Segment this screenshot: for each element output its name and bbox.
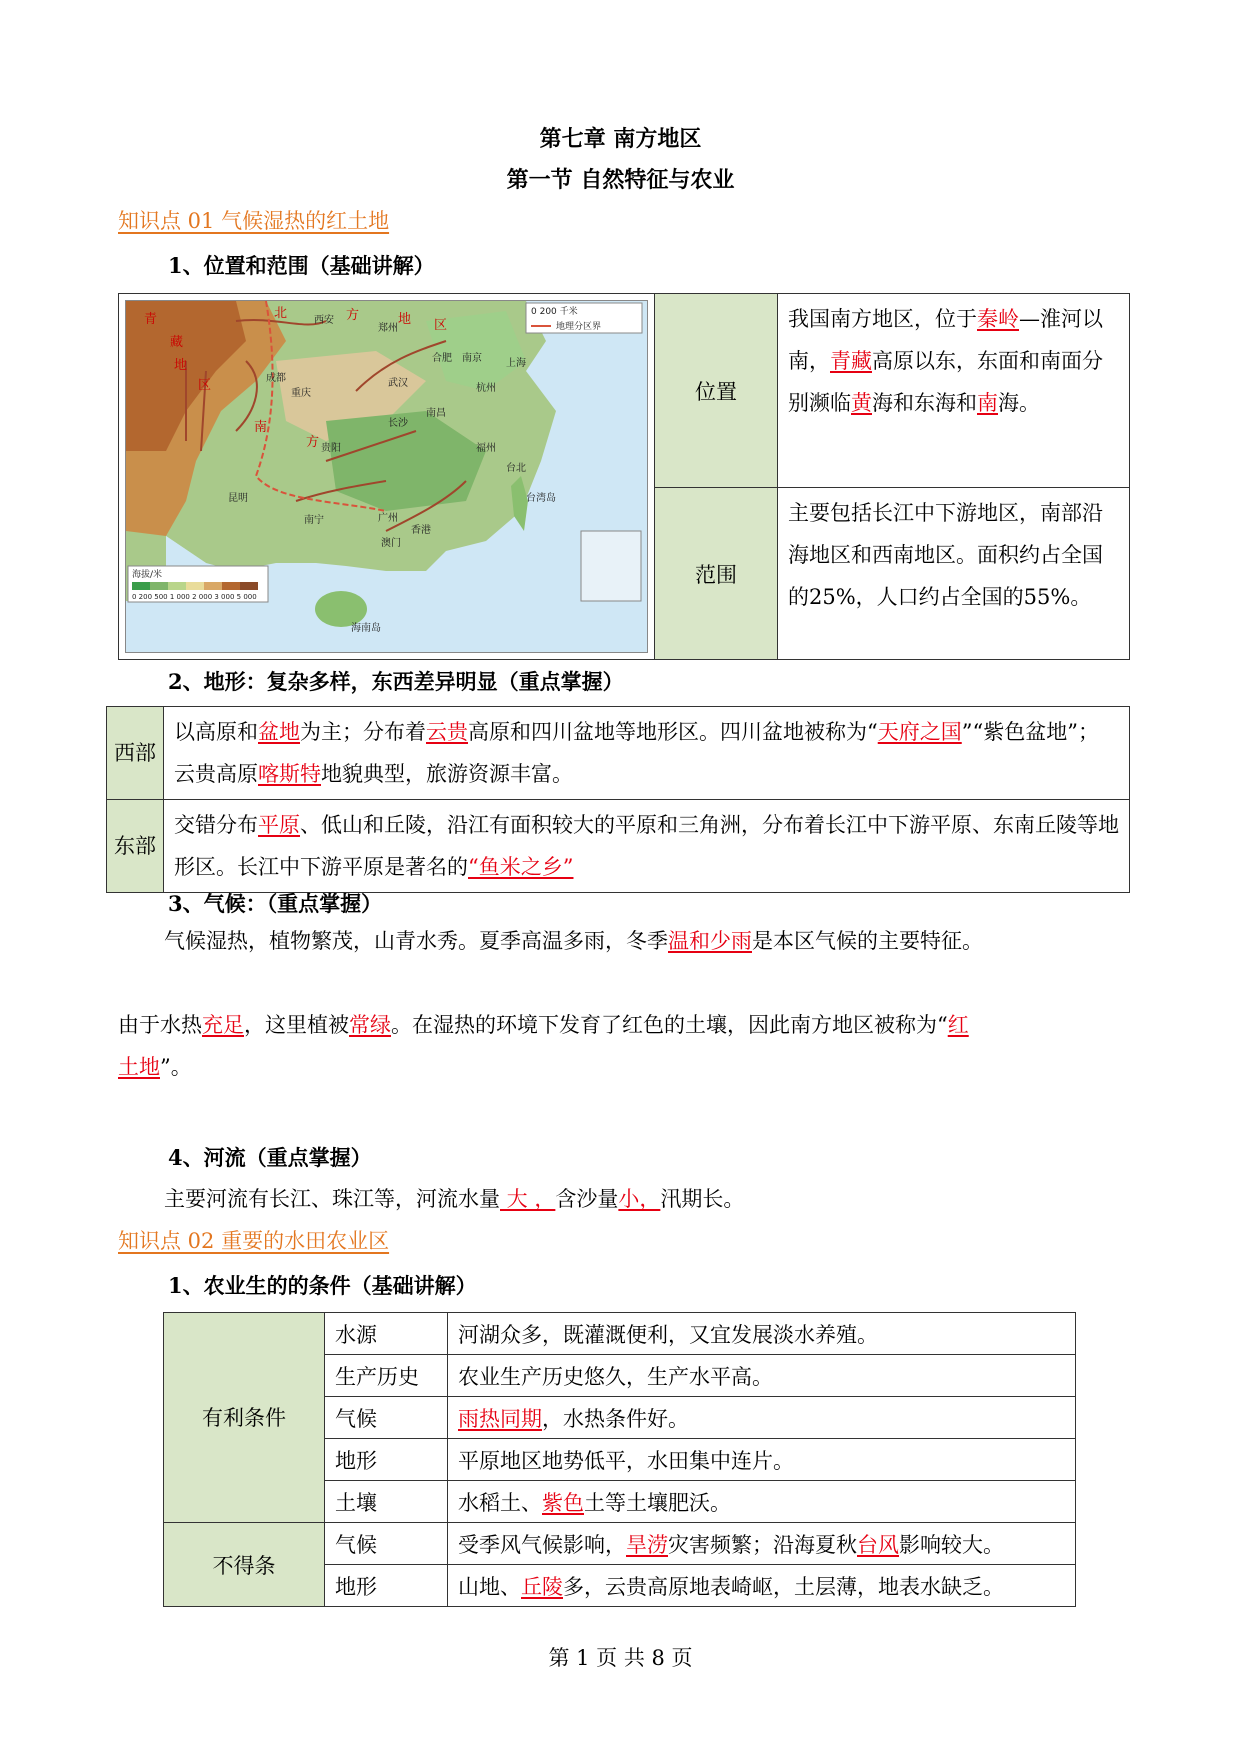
condition-key: 地形 xyxy=(325,1565,448,1607)
west-description: 以高原和盆地为主；分布着云贵高原和四川盆地等地形区。四川盆地被称为“天府之国”“紫色盆地”；云贵高原喀斯特地貌典型，旅游资源丰富。 xyxy=(164,707,1130,800)
svg-text:杭州: 杭州 xyxy=(476,383,496,394)
condition-value: 雨热同期，水热条件好。 xyxy=(448,1397,1076,1439)
condition-value: 山地、丘陵多，云贵高原地表崎岖，土层薄，地表水缺乏。 xyxy=(448,1565,1076,1607)
scope-label: 范围 xyxy=(655,488,778,660)
river-paragraph: 主要河流有长江、珠江等，河流水量 大 ，含沙量小，汛期长。 xyxy=(164,1187,745,1211)
map-cell xyxy=(119,294,655,660)
knowledge-point-1: 知识点 01 气候湿热的红土地 xyxy=(118,209,390,233)
svg-text:南京: 南京 xyxy=(462,353,482,364)
svg-text:0 200 千米: 0 200 千米 xyxy=(531,307,578,317)
svg-text:西安: 西安 xyxy=(314,315,334,326)
position-label: 位置 xyxy=(655,294,778,488)
agriculture-table xyxy=(163,1312,1076,1607)
climate-paragraph-1: 气候湿热，植物繁茂，山青水秀。夏季高温多雨，冬季温和少雨是本区气候的主要特征。 xyxy=(164,929,983,953)
svg-text:成都: 成都 xyxy=(266,373,286,384)
condition-key: 水源 xyxy=(325,1313,448,1355)
climate-paragraph-2: 由于水热充足，这里植被常绿。在湿热的环境下发育了红色的土壤，因此南方地区被称为“红 土地”。 xyxy=(118,1013,969,1079)
svg-text:郑州: 郑州 xyxy=(378,323,398,334)
svg-text:区: 区 xyxy=(198,378,212,393)
svg-text:0 200 500 1 000 2 000 3 000: 0 200 500 1 000 2 000 3 000 5 000 xyxy=(132,593,257,601)
heading-agriculture: 1、农业生的的条件（基础讲解） xyxy=(168,1273,477,1298)
svg-text:南宁: 南宁 xyxy=(304,515,324,526)
svg-text:北: 北 xyxy=(274,306,288,321)
svg-text:海拔/米: 海拔/米 xyxy=(132,570,163,580)
location-table xyxy=(118,293,1130,660)
svg-text:藏: 藏 xyxy=(170,335,184,350)
east-label: 东部 xyxy=(107,800,164,893)
heading-rivers: 4、河流（重点掌握） xyxy=(168,1145,372,1170)
condition-key: 土壤 xyxy=(325,1481,448,1523)
svg-text:地: 地 xyxy=(398,312,412,327)
condition-key: 地形 xyxy=(325,1439,448,1481)
svg-text:青: 青 xyxy=(144,312,158,327)
condition-value: 受季风气候影响，旱涝灾害频繁；沿海夏秋台风影响较大。 xyxy=(448,1523,1076,1565)
svg-text:台湾岛: 台湾岛 xyxy=(526,493,556,504)
svg-text:贵阳: 贵阳 xyxy=(321,443,341,454)
svg-text:地: 地 xyxy=(174,358,188,373)
east-description: 交错分布平原、低山和丘陵，沿江有面积较大的平原和三角洲，分布着长江中下游平原、东南丘陵等地形区。长江中下游平原是著名的“鱼米之乡” xyxy=(164,800,1130,893)
condition-key: 生产历史 xyxy=(325,1355,448,1397)
svg-text:地理分区界: 地理分区界 xyxy=(556,322,602,332)
condition-key: 气候 xyxy=(325,1397,448,1439)
svg-text:香港: 香港 xyxy=(411,525,431,536)
svg-text:方: 方 xyxy=(346,308,360,323)
svg-text:长沙: 长沙 xyxy=(388,418,408,429)
condition-key: 气候 xyxy=(325,1523,448,1565)
svg-text:南昌: 南昌 xyxy=(426,408,446,419)
svg-text:合肥: 合肥 xyxy=(432,353,452,364)
svg-text:重庆: 重庆 xyxy=(291,388,311,399)
svg-text:台北: 台北 xyxy=(506,463,526,474)
svg-text:武汉: 武汉 xyxy=(388,378,408,389)
heading-terrain: 2、地形：复杂多样，东西差异明显（重点掌握） xyxy=(168,669,624,694)
svg-text:昆明: 昆明 xyxy=(228,493,248,504)
south-china-map xyxy=(125,300,648,653)
position-description: 我国南方地区，位于秦岭—淮河以南，青藏高原以东，东面和南面分别濒临黄海和东海和南海。 xyxy=(778,294,1130,488)
condition-value: 平原地区地势低平，水田集中连片。 xyxy=(448,1439,1076,1481)
section-title: 第一节 自然特征与农业 xyxy=(506,167,735,193)
condition-value: 水稻土、紫色土等土壤肥沃。 xyxy=(448,1481,1076,1523)
terrain-map-graphic xyxy=(126,301,646,653)
unfavorable-label: 不得条 xyxy=(164,1523,325,1607)
svg-text:福州: 福州 xyxy=(476,443,496,454)
terrain-table xyxy=(106,706,1130,893)
page-footer: 第 1 页 共 8 页 xyxy=(548,1646,693,1670)
knowledge-point-2: 知识点 02 重要的水田农业区 xyxy=(118,1229,390,1253)
west-label: 西部 xyxy=(107,707,164,800)
heading-climate: 3、气候：（重点掌握） xyxy=(168,891,383,916)
svg-text:区: 区 xyxy=(434,318,448,333)
condition-value: 农业生产历史悠久，生产水平高。 xyxy=(448,1355,1076,1397)
scope-description: 主要包括长江中下游地区，南部沿海地区和西南地区。面积约占全国的25%，人口约占全国的55%。 xyxy=(778,488,1130,660)
svg-text:方: 方 xyxy=(306,435,320,450)
heading-location: 1、位置和范围（基础讲解） xyxy=(168,253,435,278)
svg-text:南: 南 xyxy=(254,420,268,435)
favorable-label: 有利条件 xyxy=(164,1313,325,1523)
condition-value: 河湖众多，既灌溉便利，又宜发展淡水养殖。 xyxy=(448,1313,1076,1355)
svg-text:海南岛: 海南岛 xyxy=(351,623,381,634)
chapter-title: 第七章 南方地区 xyxy=(539,126,702,152)
svg-text:上海: 上海 xyxy=(506,358,526,369)
svg-text:澳门: 澳门 xyxy=(381,538,401,549)
svg-text:广州: 广州 xyxy=(378,513,398,524)
